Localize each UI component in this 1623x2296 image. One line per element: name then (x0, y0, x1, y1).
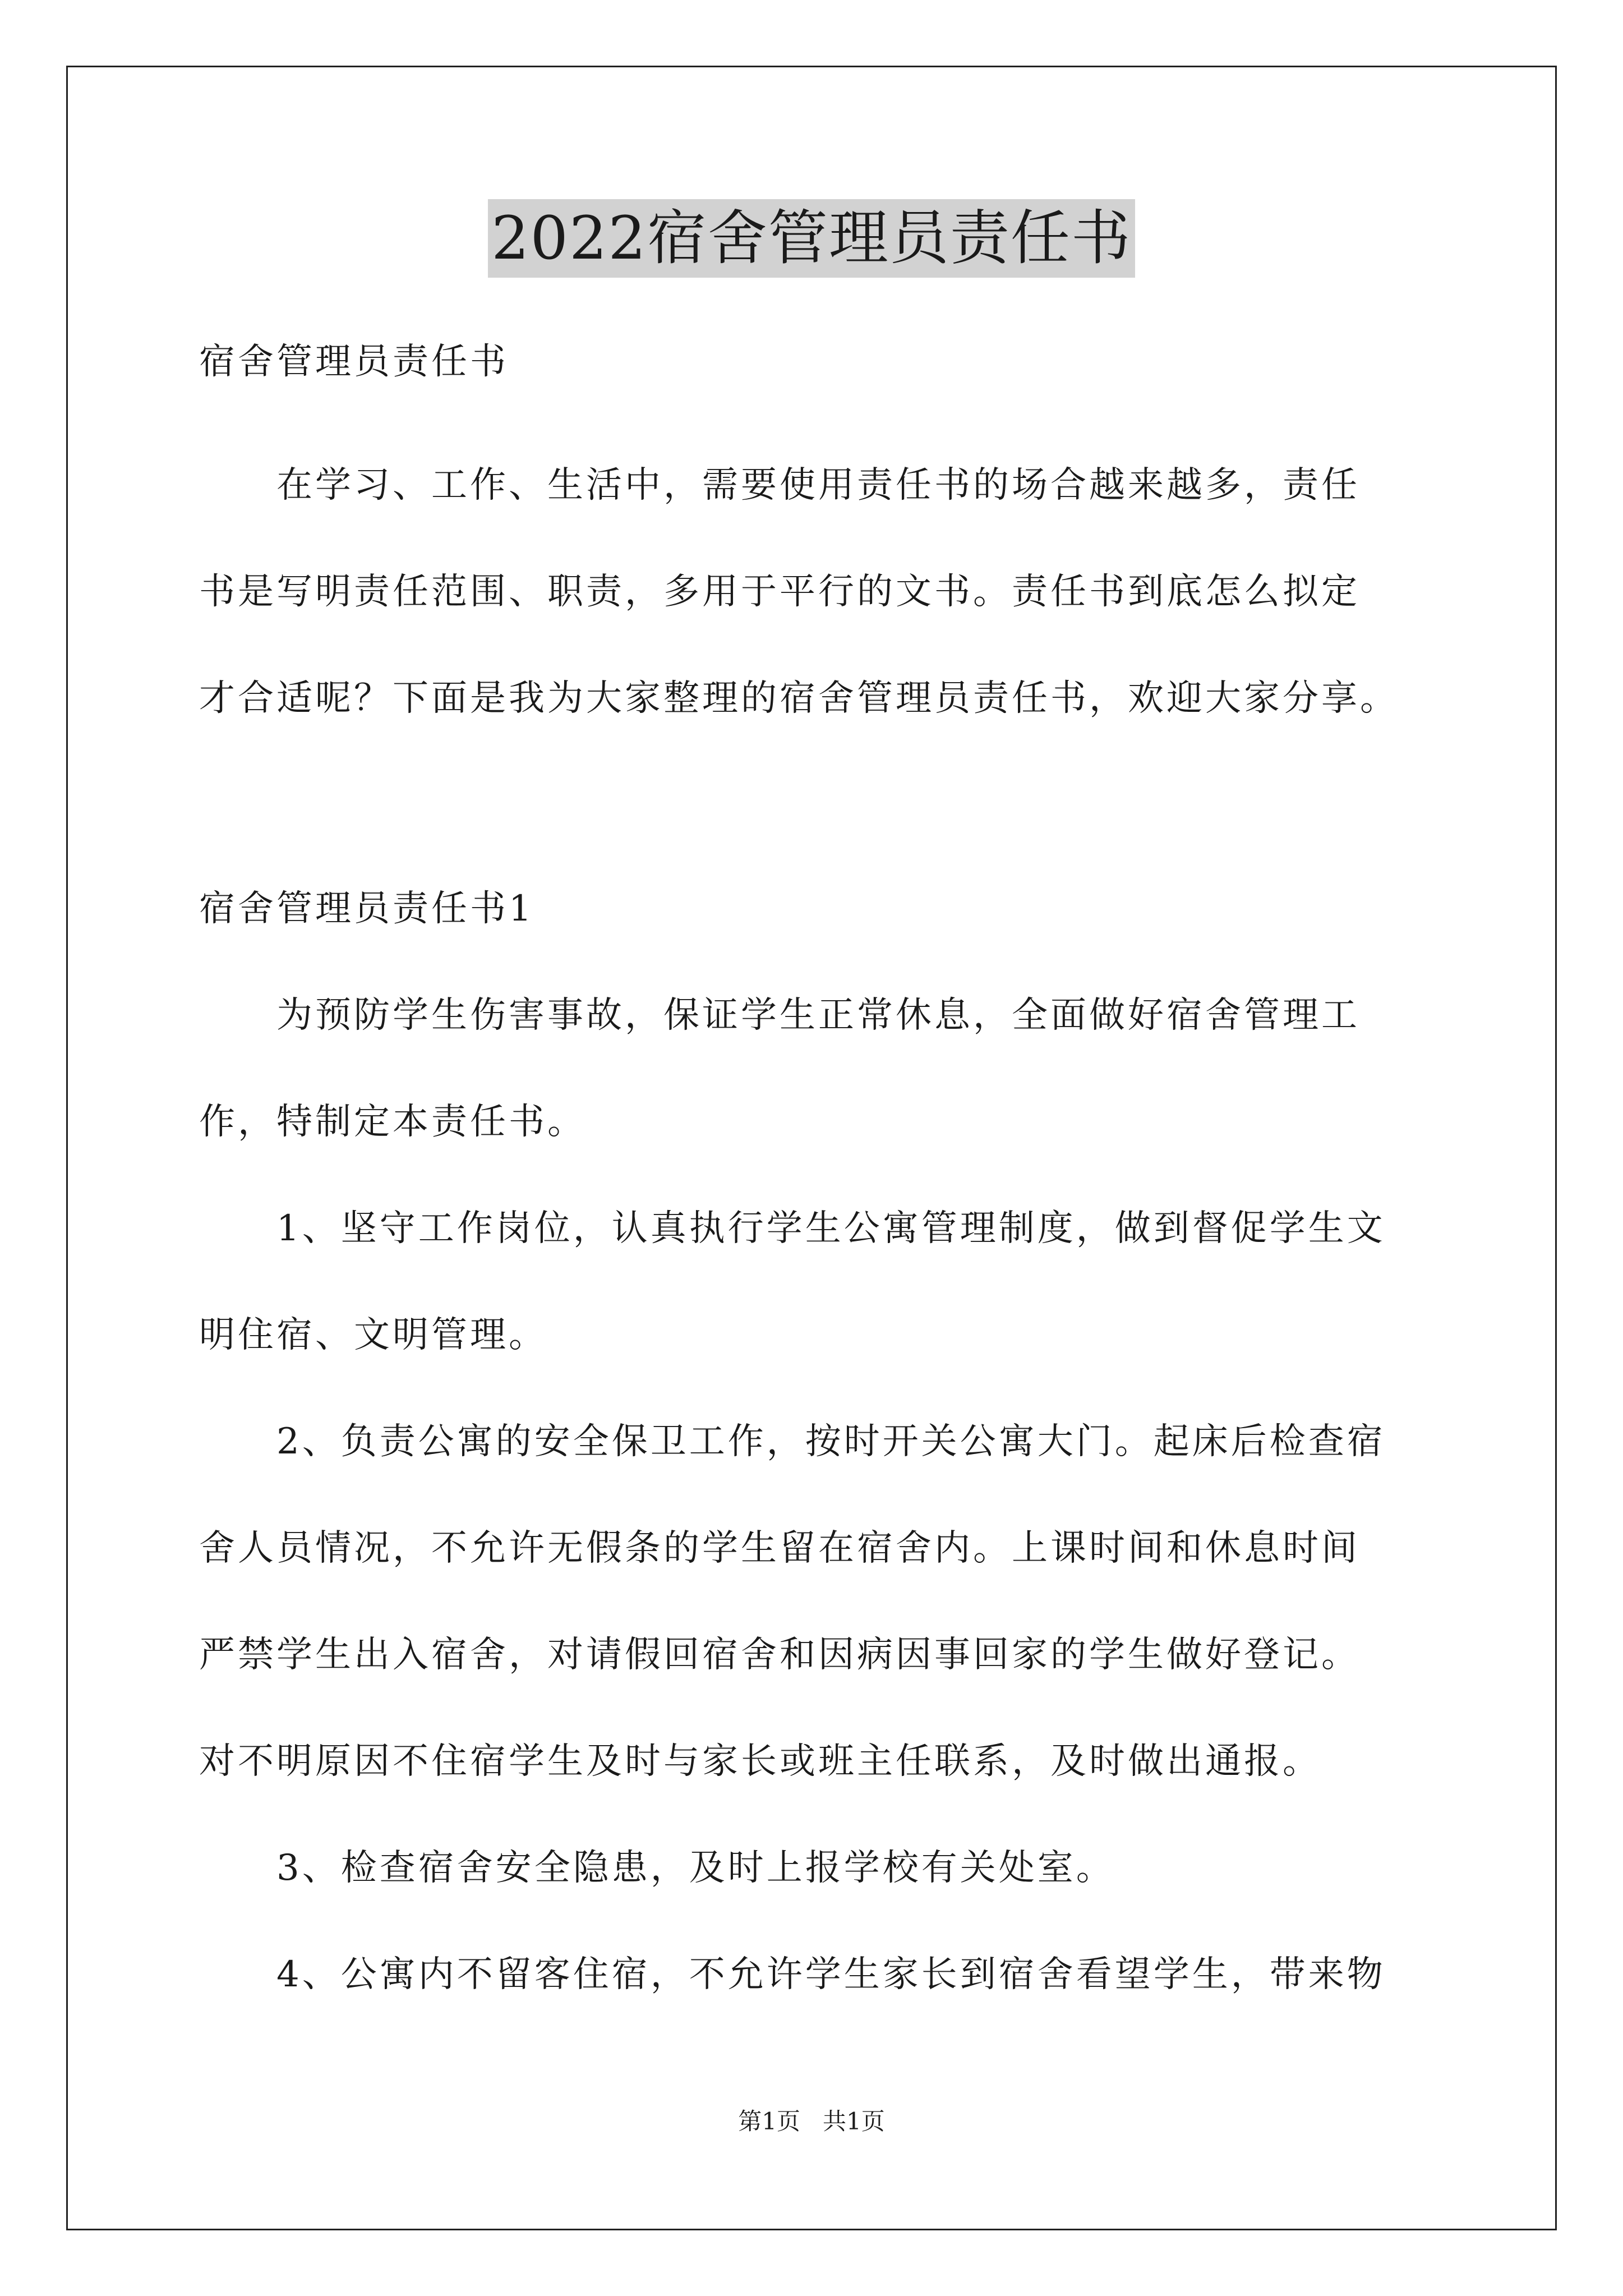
paragraph-line: 明住宿、文明管理。 (199, 1314, 547, 1356)
paragraph-line: 严禁学生出入宿舍，对请假回宿舍和因病因事回家的学生做好登记。 (199, 1634, 1360, 1676)
paragraph-line: 在学习、工作、生活中，需要使用责任书的场合越来越多，责任 (199, 464, 1360, 506)
paragraph-line: 为预防学生伤害事故，保证学生正常休息，全面做好宿舍管理工 (199, 995, 1360, 1036)
title-container (0, 199, 1623, 278)
paragraph-line: 对不明原因不住宿学生及时与家长或班主任联系，及时做出通报。 (199, 1741, 1321, 1782)
page-border (66, 66, 1557, 2230)
paragraph-line: 书是写明责任范围、职责，多用于平行的文书。责任书到底怎么拟定 (199, 571, 1360, 613)
page-number: 第1页 (738, 2108, 800, 2135)
section-heading: 宿舍管理员责任书1 (199, 888, 534, 930)
paragraph-line: 舍人员情况，不允许无假条的学生留在宿舍内。上课时间和休息时间 (199, 1527, 1360, 1569)
page-count: 共1页 (823, 2108, 885, 2135)
paragraph-line: 4、公寓内不留客住宿，不允许学生家长到宿舍看望学生，带来物 (199, 1954, 1386, 1995)
paragraph-line: 1、坚守工作岗位，认真执行学生公寓管理制度，做到督促学生文 (199, 1208, 1386, 1249)
paragraph-line: 3、检查宿舍安全隐患，及时上报学校有关处室。 (199, 1847, 1115, 1889)
paragraph-line: 才合适呢？下面是我为大家整理的宿舍管理员责任书，欢迎大家分享。 (199, 678, 1399, 719)
page-footer (0, 2105, 1623, 2138)
section-heading: 宿舍管理员责任书 (199, 341, 509, 383)
paragraph-line: 2、负责公寓的安全保卫工作，按时开关公寓大门。起床后检查宿 (199, 1421, 1386, 1462)
paragraph-line: 作，特制定本责任书。 (199, 1101, 586, 1143)
document-title: 2022宿舍管理员责任书 (488, 199, 1135, 278)
